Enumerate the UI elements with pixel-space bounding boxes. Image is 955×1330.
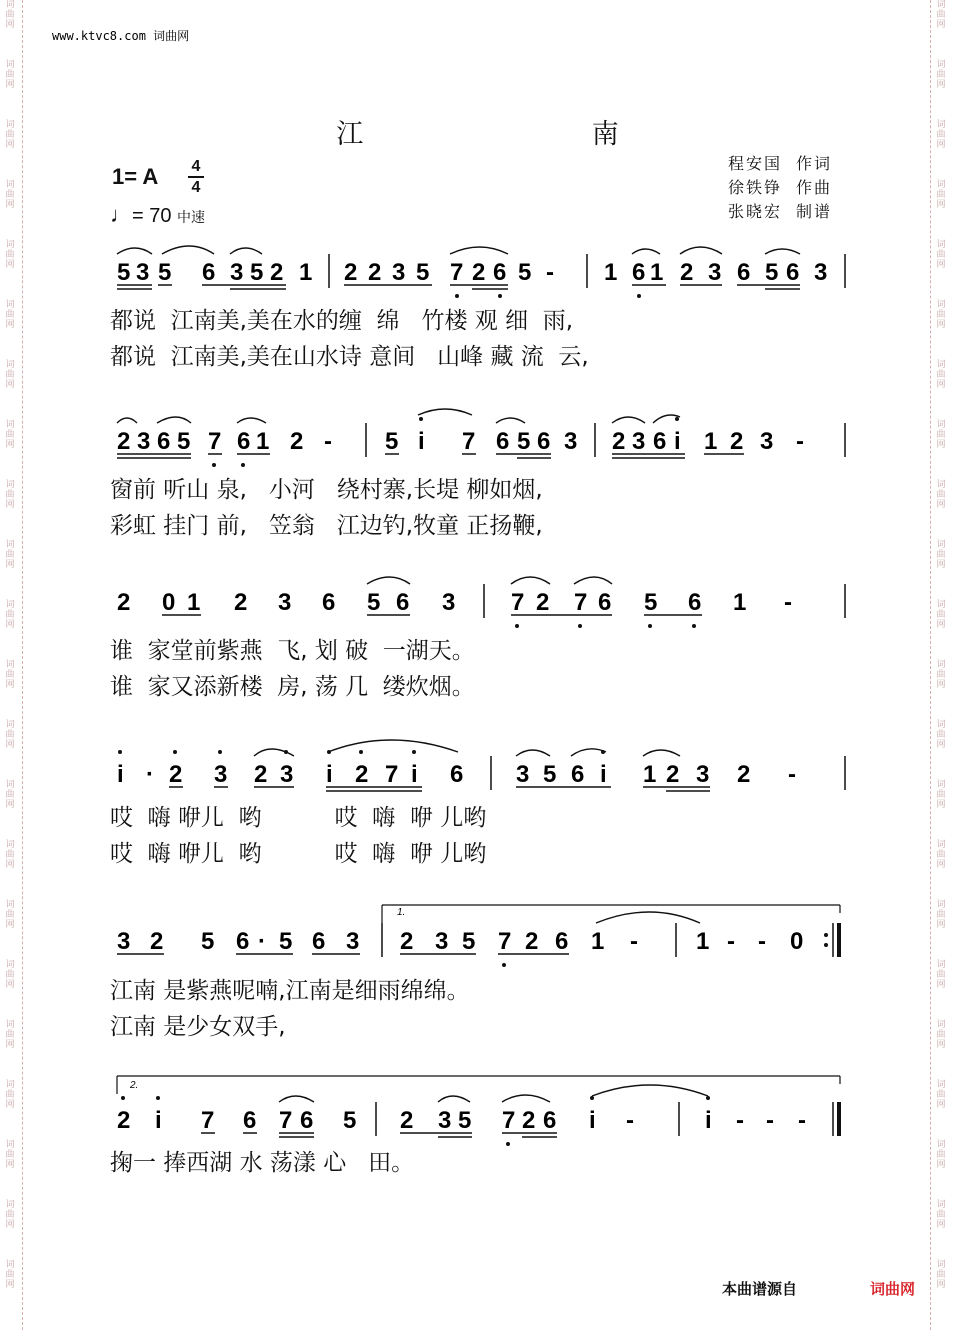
svg-text:7: 7 (511, 589, 525, 616)
svg-text:6: 6 (157, 428, 171, 455)
lyric-row-1-verse-1: 都说 江南美,美在水的缠 绵 竹楼 观 细 雨, (110, 308, 574, 334)
svg-text:3: 3 (442, 589, 456, 616)
watermark-text: 词曲网 (936, 720, 946, 750)
svg-text:-: - (546, 259, 554, 286)
svg-text:i: i (411, 761, 418, 788)
svg-text:1: 1 (256, 428, 270, 455)
svg-text:7: 7 (385, 761, 399, 788)
svg-text:3: 3 (278, 589, 292, 616)
svg-text:3: 3 (346, 928, 360, 955)
watermark-text: 词曲网 (5, 1020, 15, 1050)
svg-text:7: 7 (208, 428, 222, 455)
svg-text:-: - (630, 928, 638, 955)
svg-text:i: i (589, 1107, 596, 1134)
svg-text:2: 2 (117, 1107, 131, 1134)
svg-text:i: i (674, 428, 681, 455)
svg-text:-: - (324, 428, 332, 455)
site-header[interactable]: www.ktvc8.com 词曲网 (52, 29, 190, 43)
svg-text:2: 2 (368, 259, 382, 286)
svg-text:2: 2 (355, 761, 369, 788)
svg-text:i: i (326, 761, 333, 788)
svg-text:6: 6 (202, 259, 216, 286)
svg-text:6: 6 (688, 589, 702, 616)
watermark-text: 词曲网 (936, 240, 946, 270)
svg-text:·: · (258, 928, 266, 955)
svg-text:6: 6 (598, 589, 612, 616)
watermark-text: 词曲网 (936, 1200, 946, 1230)
svg-text:7: 7 (201, 1107, 215, 1134)
svg-text:6: 6 (237, 428, 251, 455)
key-signature: 1= A (112, 164, 159, 189)
time-signature-top: 4 (191, 158, 201, 175)
svg-text:6: 6 (571, 761, 585, 788)
svg-text:5: 5 (518, 259, 532, 286)
svg-text:5: 5 (385, 428, 399, 455)
svg-text:3: 3 (117, 928, 131, 955)
svg-text:6: 6 (243, 1107, 257, 1134)
lyric-row-5-verse-2: 江南 是少女双手, (110, 1014, 286, 1040)
lyric-row-2-verse-1: 窗前 听山 泉, 小河 绕村寨,长堤 柳如烟, (110, 477, 543, 503)
svg-text:3: 3 (214, 761, 228, 788)
tempo-value: = 70 (132, 205, 172, 227)
credit-lyricist: 程安国 作词 (728, 154, 833, 173)
left-watermark-strip (0, 0, 23, 1330)
watermark-text: 词曲网 (936, 840, 946, 870)
svg-text:1: 1 (187, 589, 201, 616)
watermark-text: 词曲网 (5, 1200, 15, 1230)
watermark-text: 词曲网 (936, 1020, 946, 1050)
svg-text:5: 5 (279, 928, 293, 955)
svg-text:6: 6 (312, 928, 326, 955)
svg-text:6: 6 (493, 259, 507, 286)
time-signature-bottom: 4 (191, 179, 201, 196)
svg-text:2: 2 (730, 428, 744, 455)
notation-row-3 (100, 566, 860, 636)
watermark-text: 词曲网 (936, 300, 946, 330)
svg-text:5: 5 (765, 259, 779, 286)
svg-text:2: 2 (150, 928, 164, 955)
svg-text:-: - (784, 589, 792, 616)
svg-text:2: 2 (290, 428, 304, 455)
svg-text:6: 6 (653, 428, 667, 455)
svg-text:3: 3 (708, 259, 722, 286)
lyric-row-3-verse-1: 谁 家堂前紫燕 飞, 划 破 一湖天。 (110, 638, 475, 664)
svg-text:2: 2 (522, 1107, 536, 1134)
watermark-text: 词曲网 (5, 420, 15, 450)
svg-text:3: 3 (435, 928, 449, 955)
svg-text:6: 6 (496, 428, 510, 455)
svg-text:5: 5 (462, 928, 476, 955)
lyric-row-3-verse-2: 谁 家又添新楼 房, 荡 几 缕炊烟。 (110, 674, 475, 700)
svg-text:3: 3 (137, 428, 151, 455)
watermark-text: 词曲网 (936, 420, 946, 450)
lyric-row-5-verse-1: 江南 是紫燕呢喃,江南是细雨绵绵。 (110, 978, 470, 1004)
svg-text:3: 3 (564, 428, 578, 455)
svg-text:5: 5 (644, 589, 658, 616)
svg-text:6: 6 (450, 761, 464, 788)
svg-text:2: 2 (117, 589, 131, 616)
svg-text:6: 6 (543, 1107, 557, 1134)
watermark-text: 词曲网 (936, 1260, 946, 1290)
svg-text:1: 1 (650, 259, 664, 286)
watermark-text: 词曲网 (5, 360, 15, 390)
svg-text:·: · (146, 761, 154, 788)
volta-1-label: 1. (397, 907, 406, 918)
watermark-text: 词曲网 (5, 600, 15, 630)
svg-text:3: 3 (136, 259, 150, 286)
svg-text:2: 2 (270, 259, 284, 286)
svg-text:2: 2 (737, 761, 751, 788)
svg-text:6: 6 (555, 928, 569, 955)
watermark-text: 词曲网 (5, 540, 15, 570)
lyric-row-4-verse-1: 哎 嗨 咿儿 哟 哎 嗨 咿 儿哟 (110, 805, 487, 831)
svg-text:7: 7 (502, 1107, 516, 1134)
svg-text:i: i (155, 1107, 162, 1134)
svg-text:3: 3 (392, 259, 406, 286)
svg-text:6: 6 (737, 259, 751, 286)
quarter-note-icon: ♩ (110, 202, 132, 227)
watermark-text: 词曲网 (936, 0, 946, 30)
svg-text:7: 7 (498, 928, 512, 955)
svg-text:6: 6 (786, 259, 800, 286)
watermark-text: 词曲网 (5, 300, 15, 330)
svg-text:-: - (626, 1107, 634, 1134)
svg-text:3: 3 (438, 1107, 452, 1134)
svg-text:2: 2 (254, 761, 268, 788)
svg-text:7: 7 (279, 1107, 293, 1134)
right-watermark-strip (930, 0, 953, 1330)
watermark-text: 词曲网 (5, 480, 15, 510)
watermark-text: 词曲网 (936, 900, 946, 930)
svg-text:2: 2 (400, 928, 414, 955)
credit-composer: 徐铁铮 作曲 (728, 178, 833, 197)
svg-text:1: 1 (733, 589, 747, 616)
svg-text:3: 3 (814, 259, 828, 286)
svg-text:5: 5 (201, 928, 215, 955)
svg-text:7: 7 (450, 259, 464, 286)
svg-text:5: 5 (177, 428, 191, 455)
watermark-text: 词曲网 (5, 720, 15, 750)
svg-text:6: 6 (396, 589, 410, 616)
credits (728, 152, 832, 224)
watermark-text: 词曲网 (5, 180, 15, 210)
svg-text:3: 3 (696, 761, 710, 788)
svg-text:6: 6 (322, 589, 336, 616)
svg-text:2: 2 (472, 259, 486, 286)
watermark-text: 词曲网 (5, 660, 15, 690)
tempo (110, 202, 205, 228)
watermark-text: 词曲网 (5, 240, 15, 270)
svg-text:-: - (796, 428, 804, 455)
svg-text:5: 5 (517, 428, 531, 455)
svg-text:5: 5 (250, 259, 264, 286)
watermark-text: 词曲网 (5, 60, 15, 90)
svg-text:-: - (736, 1107, 744, 1134)
watermark-text: 词曲网 (936, 600, 946, 630)
svg-text:i: i (117, 761, 124, 788)
svg-text:7: 7 (462, 428, 476, 455)
svg-text:6: 6 (537, 428, 551, 455)
notation-row-1 (100, 236, 860, 306)
watermark-text: 词曲网 (936, 960, 946, 990)
svg-text:0: 0 (790, 928, 804, 955)
time-signature (188, 158, 204, 196)
svg-text:5: 5 (158, 259, 172, 286)
watermark-text: 词曲网 (5, 0, 15, 30)
svg-text:5: 5 (543, 761, 557, 788)
notation-row-2 (100, 405, 860, 475)
svg-text:1: 1 (704, 428, 718, 455)
svg-text:1: 1 (643, 761, 657, 788)
watermark-text: 词曲网 (936, 780, 946, 810)
svg-text:5: 5 (117, 259, 131, 286)
footer-brand-link[interactable]: 词曲网 (870, 1280, 916, 1298)
svg-text:-: - (727, 928, 735, 955)
svg-text:3: 3 (230, 259, 244, 286)
watermark-text: 词曲网 (936, 120, 946, 150)
svg-text:5: 5 (367, 589, 381, 616)
svg-text:2: 2 (525, 928, 539, 955)
svg-text:5: 5 (416, 259, 430, 286)
time-signature-bar (188, 176, 204, 178)
svg-text:2: 2 (169, 761, 183, 788)
svg-text:3: 3 (632, 428, 646, 455)
svg-text:2: 2 (536, 589, 550, 616)
svg-text:i: i (418, 428, 425, 455)
watermark-text: 词曲网 (936, 1080, 946, 1110)
notation-row-4 (100, 738, 860, 808)
watermark-text: 词曲网 (936, 1140, 946, 1170)
svg-text:2: 2 (666, 761, 680, 788)
svg-text:2: 2 (344, 259, 358, 286)
svg-text:i: i (705, 1107, 712, 1134)
watermark-text: 词曲网 (936, 480, 946, 510)
watermark-text: 词曲网 (936, 660, 946, 690)
svg-text:3: 3 (760, 428, 774, 455)
svg-text:2: 2 (680, 259, 694, 286)
watermark-text: 词曲网 (5, 1140, 15, 1170)
lyric-row-6-verse-1: 掬一 捧西湖 水 荡漾 心 田。 (110, 1150, 415, 1176)
svg-text:6: 6 (300, 1107, 314, 1134)
lyric-row-4-verse-2: 哎 嗨 咿儿 哟 哎 嗨 咿 儿哟 (110, 841, 487, 867)
watermark-text: 词曲网 (5, 960, 15, 990)
svg-text:-: - (766, 1107, 774, 1134)
notation-row-6 (100, 1076, 860, 1146)
svg-text:2: 2 (612, 428, 626, 455)
watermark-text: 词曲网 (936, 540, 946, 570)
watermark-text: 词曲网 (5, 780, 15, 810)
svg-text:-: - (788, 761, 796, 788)
tempo-marking: 中速 (177, 209, 206, 225)
watermark-text: 词曲网 (936, 180, 946, 210)
svg-text:1: 1 (591, 928, 605, 955)
svg-text:-: - (798, 1107, 806, 1134)
song-title: 江 南 (336, 119, 729, 150)
watermark-text: 词曲网 (5, 1260, 15, 1290)
svg-text:6: 6 (632, 259, 646, 286)
credit-transcriber: 张晓宏 制谱 (728, 202, 833, 221)
lyric-row-2-verse-2: 彩虹 挂门 前, 笠翁 江边钓,牧童 正扬鞭, (110, 513, 543, 539)
watermark-text: 词曲网 (5, 840, 15, 870)
volta-2-label: 2. (130, 1080, 139, 1091)
svg-text:1: 1 (299, 259, 313, 286)
svg-text:2: 2 (117, 428, 131, 455)
lyric-row-1-verse-2: 都说 江南美,美在山水诗 意间 山峰 藏 流 云, (110, 344, 589, 370)
svg-text:0: 0 (162, 589, 176, 616)
footer-source-label: 本曲谱源自 (722, 1280, 798, 1298)
watermark-text: 词曲网 (5, 1080, 15, 1110)
notation-row-5 (100, 905, 860, 975)
watermark-text: 词曲网 (936, 60, 946, 90)
svg-text:1: 1 (604, 259, 618, 286)
svg-text:5: 5 (458, 1107, 472, 1134)
svg-text:i: i (600, 761, 607, 788)
svg-text:2: 2 (400, 1107, 414, 1134)
svg-text:3: 3 (516, 761, 530, 788)
svg-text:6: 6 (236, 928, 250, 955)
watermark-text: 词曲网 (5, 120, 15, 150)
svg-text:2: 2 (234, 589, 248, 616)
watermark-text: 词曲网 (936, 360, 946, 390)
svg-text:-: - (758, 928, 766, 955)
watermark-text: 词曲网 (5, 900, 15, 930)
svg-text:1: 1 (696, 928, 710, 955)
svg-text:5: 5 (343, 1107, 357, 1134)
svg-text:7: 7 (574, 589, 588, 616)
svg-text:3: 3 (280, 761, 294, 788)
